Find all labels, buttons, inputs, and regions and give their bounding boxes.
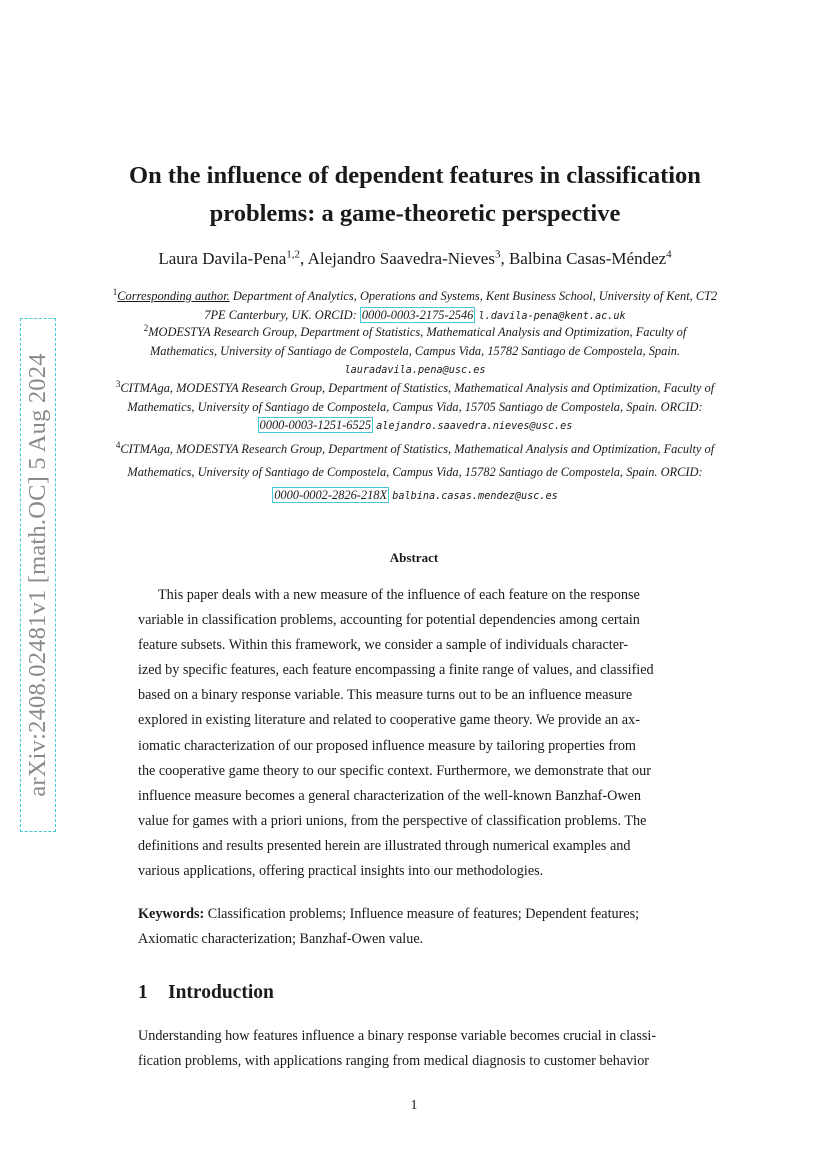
orcid-link[interactable]: 0000-0003-1251-6525 bbox=[259, 418, 372, 432]
abstract-body bbox=[138, 583, 690, 884]
orcid-link[interactable]: 0000-0002-2826-218X bbox=[274, 488, 388, 502]
author-list: Laura Davila-Pena$^{1,2}$, Alejandro Saavedra-Nieves$^3$, Balbina Casas-Méndez$^4$ bbox=[158, 248, 672, 268]
affil-mark: 1 bbox=[112, 286, 118, 297]
paper-title bbox=[90, 157, 740, 233]
arxiv-stamp bbox=[20, 318, 56, 832]
affiliation-1 bbox=[100, 287, 730, 326]
abstract-line: explored in existing literature and related to cooperative game theory. We provide an ax- bbox=[138, 712, 640, 729]
author-affil-mark: 4 bbox=[666, 248, 672, 261]
abstract-heading: Abstract bbox=[389, 550, 439, 565]
abstract-line: based on a binary response variable. This measure turns out to be an influence measure bbox=[138, 687, 633, 704]
title-line: problems: a game-theoretic perspective bbox=[209, 200, 621, 227]
affil-mark: 2 bbox=[143, 322, 149, 333]
title-line: On the influence of dependent features in classification bbox=[129, 162, 701, 189]
intro-line: fication problems, with applications ranging from medical diagnosis to customer behavior bbox=[138, 1053, 650, 1069]
abstract-line: ized by specific features, each feature encompassing a finite range of values, and classified bbox=[138, 662, 654, 679]
email-address: l.davila-pena@kent.ac.uk bbox=[478, 310, 626, 322]
abstract-line: definitions and results presented herein are illustrated through numerical examples and bbox=[138, 837, 631, 854]
author-name: Alejandro Saavedra-Nieves bbox=[307, 249, 495, 268]
keywords bbox=[138, 902, 698, 952]
section-number: 1 bbox=[138, 982, 148, 1003]
email-address: alejandro.saavedra.nieves@usc.es bbox=[376, 421, 573, 432]
page-number: 1 bbox=[410, 1098, 418, 1113]
affil-text: Department of Analytics, Operations and Systems, Kent Business School, University of Kent, CT2 bbox=[229, 289, 718, 303]
affiliation-4 bbox=[100, 438, 730, 508]
abstract-line: feature subsets. Within this framework, we consider a sample of individuals character- bbox=[138, 637, 629, 654]
abstract-line: value for games with a priori unions, from the perspective of classification problems. The bbox=[138, 812, 647, 829]
author-affil-mark: 3 bbox=[494, 248, 501, 261]
arxiv-stamp-text: arXiv:2408.02481v1 [math.OC] 5 Aug 2024 bbox=[24, 353, 51, 797]
affil-text: Mathematics, University of Santiago de Compostela, Campus Vida, 15782 Santiago de Compostela, Spain. ORCID: bbox=[127, 465, 703, 479]
affil-text: CITMAga, MODESTYA Research Group, Department of Statistics, Mathematical Analysis and Optimization, Faculty of bbox=[120, 442, 715, 456]
author-name: Balbina Casas-Méndez bbox=[508, 249, 667, 268]
abstract-line: This paper deals with a new measure of the influence of each feature on the response bbox=[158, 587, 640, 603]
affil-text: 7PE Canterbury, UK. ORCID: bbox=[204, 307, 360, 322]
keywords-text: Axiomatic characterization; Banzhaf-Owen value. bbox=[138, 931, 424, 947]
affiliation-3 bbox=[100, 379, 730, 437]
email-address: balbina.casas.mendez@usc.es bbox=[392, 491, 558, 502]
email-address: lauradavila.pena@usc.es bbox=[344, 365, 486, 376]
intro-body bbox=[138, 1024, 698, 1074]
author-name: Laura Davila-Pena bbox=[158, 249, 287, 268]
orcid-link[interactable]: 0000-0003-2175-2546 bbox=[361, 307, 474, 322]
abstract-line: iomatic characterization of our proposed influence measure by tailoring properties from bbox=[138, 737, 636, 754]
section-title: Introduction bbox=[168, 982, 274, 1003]
affil-text: Mathematics, University of Santiago de Compostela, Campus Vida, 15782 Santiago de Compostela, Spain. bbox=[149, 343, 681, 358]
abstract-line: the cooperative game theory to our specific context. Furthermore, we demonstrate that our bbox=[138, 762, 651, 779]
affil-text: MODESTYA Research Group, Department of Statistics, Mathematical Analysis and Optimization, Faculty of bbox=[148, 325, 687, 339]
keywords-text: Classification problems; Influence measure of features; Dependent features; bbox=[204, 906, 640, 922]
affil-mark: 3 bbox=[115, 378, 121, 389]
abstract-line: various applications, offering practical insights into our methodologies. bbox=[138, 863, 544, 880]
affil-mark: 4 bbox=[115, 439, 121, 450]
abstract-line: variable in classification problems, accounting for potential dependencies among certain bbox=[138, 612, 640, 629]
intro-line: Understanding how features influence a binary response variable becomes crucial in classi- bbox=[138, 1028, 657, 1044]
author-affil-mark: 1,2 bbox=[286, 248, 300, 261]
affiliation-2 bbox=[100, 323, 730, 381]
keywords-label: Keywords: bbox=[138, 906, 205, 922]
affil-text: Mathematics, University of Santiago de Compostela, Campus Vida, 15705 Santiago de Compostela, Spain. ORCID: bbox=[127, 399, 703, 414]
corresponding-author-label: Corresponding author. bbox=[117, 289, 230, 303]
abstract-line: influence measure becomes a general characterization of the well-known Banzhaf-Owen bbox=[138, 787, 642, 804]
affil-text: CITMAga, MODESTYA Research Group, Department of Statistics, Mathematical Analysis and Optimization, Faculty of bbox=[120, 381, 715, 395]
section-heading bbox=[138, 982, 274, 1004]
